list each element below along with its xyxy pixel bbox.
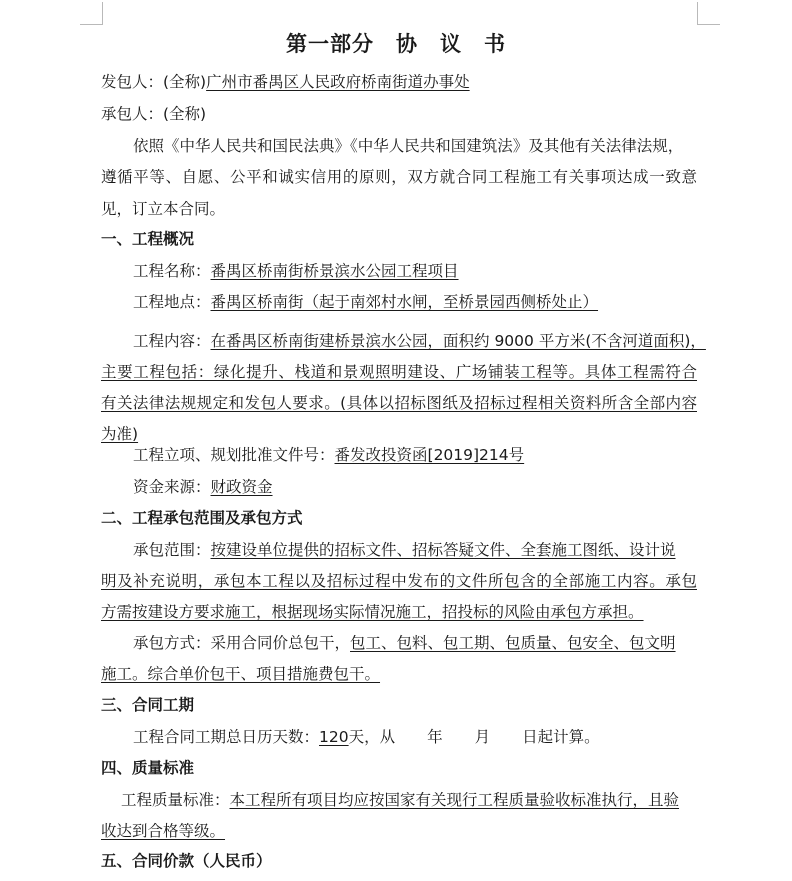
fund-source-line [133, 477, 273, 497]
approval-line [133, 445, 524, 465]
project-site-value: 番禺区桥南街（起于南郊村水闸，至桥景园西侧桥处止） [210, 293, 599, 311]
section-heading-duration: 三、合同工期 [101, 696, 195, 714]
quality-label: 工程质量标准： [121, 791, 230, 809]
fund-source-label: 资金来源： [133, 478, 211, 496]
section-heading-price: 五、合同价款（人民币） [101, 852, 272, 870]
scope-line-1 [133, 540, 676, 560]
method-line-2: 施工。综合单价包干、项目措施费包干。 [101, 665, 381, 683]
fund-source-value: 财政资金 [210, 478, 273, 496]
intro-line-1: 依照《中华人民共和国民法典》《中华人民共和国建筑法》及其他有关法律法规， [133, 137, 684, 155]
scope-line-2: 明及补充说明，承包本工程以及招标过程中发布的文件所包含的全部施工内容。承包 [101, 572, 697, 590]
document-title: 第一部分 协 议 书 [286, 31, 506, 56]
duration-month: 月 [474, 728, 491, 746]
scope-label: 承包范围： [133, 541, 211, 559]
approval-value: 番发改投资函[2019]214号 [334, 446, 525, 464]
method-line-1 [133, 633, 676, 653]
project-site-line [133, 292, 598, 312]
project-content-label: 工程内容： [133, 332, 211, 350]
contractor-line [101, 104, 206, 124]
intro-line-2: 遵循平等、自愿、公平和诚实信用的原则，双方就合同工程施工有关事项达成一致意 [101, 168, 697, 186]
section-heading-overview: 一、工程概况 [101, 230, 195, 248]
project-name-label: 工程名称： [133, 262, 211, 280]
employer-value: 广州市番禺区人民政府桥南街道办事处 [206, 73, 470, 91]
section-heading-quality: 四、质量标准 [101, 759, 195, 777]
quality-line-2: 收达到合格等级。 [101, 822, 226, 840]
approval-label: 工程立项、规划批准文件号： [133, 446, 335, 464]
employer-line [101, 72, 470, 92]
duration-label: 工程合同工期总日历天数： [133, 728, 320, 746]
scope-line-3: 方需按建设方要求施工，根据现场实际情况施工，招投标的风险由承包方承担。 [101, 603, 644, 621]
project-site-label: 工程地点： [133, 293, 211, 311]
project-content-line-4: 为准) [101, 425, 139, 443]
contractor-label: 承包人：(全称) [101, 105, 207, 123]
quality-line-1 [121, 790, 679, 810]
project-content-line-3: 有关法律法规规定和发包人要求。(具体以招标图纸及招标过程相关资料所含全部内容 [101, 394, 697, 412]
employer-label: 发包人：(全称) [101, 73, 207, 91]
duration-year: 年 [427, 728, 443, 746]
scope-value-1: 按建设单位提供的招标文件、招标答疑文件、全套施工图纸、设计说 [210, 541, 676, 559]
page-corner-mark-left [80, 2, 103, 25]
method-value-1: 包工、包料、包工期、包质量、包安全、包文明 [350, 634, 676, 652]
quality-value-1: 本工程所有项目均应按国家有关现行工程质量验收标准执行，且验 [229, 791, 680, 809]
intro-line-3: 见，订立本合同。 [101, 200, 226, 218]
duration-from: 天，从 [348, 728, 396, 746]
duration-days: 120 [319, 728, 349, 746]
project-name-value: 番禺区桥南街桥景滨水公园工程项目 [210, 262, 459, 280]
page-corner-mark-right [697, 2, 720, 25]
section-heading-scope: 二、工程承包范围及承包方式 [101, 509, 303, 527]
project-content-value-1: 在番禺区桥南街建桥景滨水公园，面积约 9000 平方米(不含河道面积)， [210, 332, 706, 350]
method-label: 承包方式： [133, 634, 211, 652]
method-plain: 采用合同价总包干， [210, 634, 351, 652]
duration-line [133, 727, 600, 747]
duration-start: 日起计算。 [522, 728, 600, 746]
project-content-line-1 [133, 331, 706, 351]
project-content-line-2: 主要工程包括：绿化提升、栈道和景观照明建设、广场铺装工程等。具体工程需符合 [101, 363, 697, 381]
project-name-line [133, 261, 459, 281]
